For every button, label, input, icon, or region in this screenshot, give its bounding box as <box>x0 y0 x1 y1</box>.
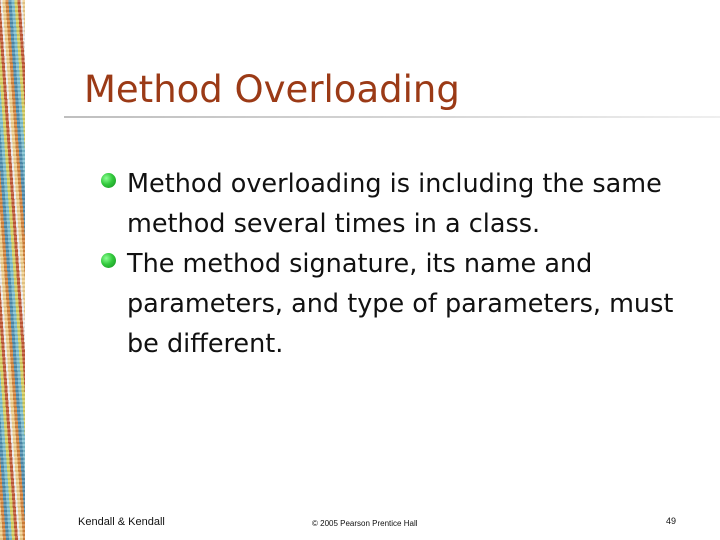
slide-title: Method Overloading <box>84 68 460 111</box>
page-number: 49 <box>666 516 677 526</box>
bullet-item <box>101 164 701 244</box>
bullet-list <box>101 164 701 364</box>
bullet-text: Method overloading is including the same method several times in a class. <box>127 169 662 239</box>
bullet-icon <box>101 253 116 268</box>
title-divider <box>64 116 720 118</box>
decorative-left-border <box>0 0 25 540</box>
bullet-icon <box>101 173 116 188</box>
bullet-text: The method signature, its name and parameters, and type of parameters, must be different. <box>127 249 674 359</box>
bullet-item <box>101 244 701 364</box>
footer-author: Kendall & Kendall <box>78 516 165 528</box>
footer-copyright: © 2005 Pearson Prentice Hall <box>312 519 418 528</box>
